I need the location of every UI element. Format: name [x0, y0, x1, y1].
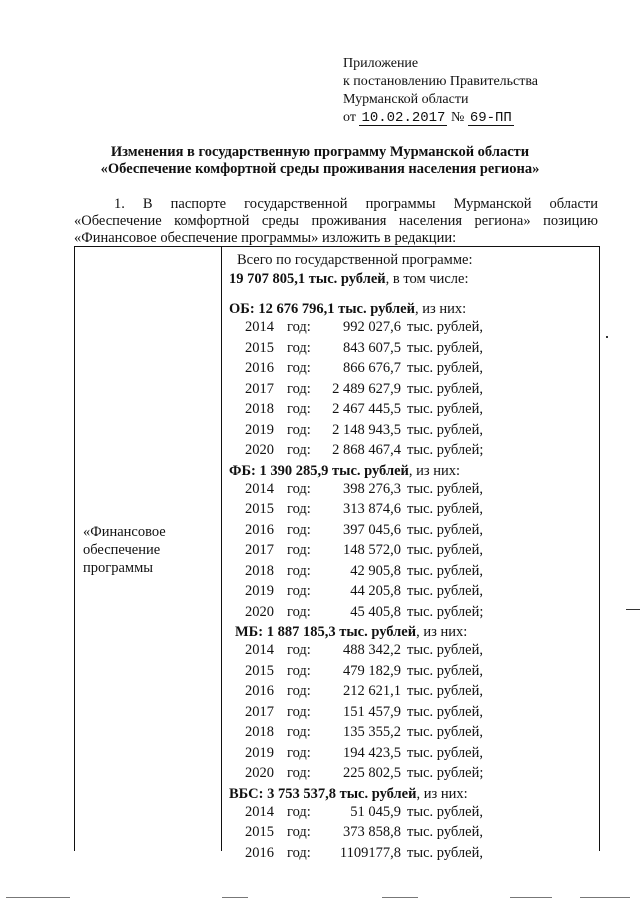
row-unit: тыс. рублей, — [407, 562, 483, 579]
row-year-word: год: — [287, 824, 311, 840]
section-suffix: , из них: — [416, 785, 468, 802]
row-year: 2017 — [245, 380, 274, 397]
funding-row — [75, 824, 599, 844]
scan-bottom-mark — [222, 897, 248, 898]
row-year-word: год: — [287, 401, 311, 417]
funding-row — [75, 765, 599, 785]
row-year: 2015 — [245, 824, 274, 840]
row-year: 2014 — [245, 642, 274, 658]
row-unit: тыс. рублей, — [407, 583, 483, 599]
row-amount: 135 355,2 — [343, 724, 401, 740]
total-amount: 19 707 805,1 тыс. рублей — [229, 271, 386, 287]
stamp-number: 69-ПП — [469, 110, 512, 126]
paragraph-word: комфортной — [174, 213, 250, 229]
section-total: МБ: 1 887 185,3 тыс. рублей — [235, 624, 417, 640]
funding-row — [75, 804, 599, 824]
row-amount: 148 572,0 — [343, 542, 401, 558]
funding-label-line: обеспечение — [83, 542, 161, 558]
scan-bottom-mark — [6, 897, 70, 898]
stamp-date: 10.02.2017 — [361, 110, 446, 126]
funding-label-line: программы — [83, 560, 153, 576]
row-amount: 212 621,1 — [343, 683, 401, 699]
row-amount: 51 045,9 — [350, 803, 401, 820]
intro-paragraph — [74, 196, 598, 247]
row-amount: 2 467 445,5 — [332, 401, 401, 417]
paragraph-word: среды — [261, 213, 299, 229]
total-suffix: , в том числе: — [385, 271, 469, 287]
row-unit: тыс. рублей, — [407, 703, 483, 720]
funding-row — [75, 663, 599, 683]
row-year: 2014 — [245, 480, 274, 497]
paragraph-word: позицию — [543, 213, 598, 229]
row-amount: 313 874,6 — [343, 501, 401, 517]
funding-row — [75, 481, 599, 501]
row-unit: тыс. рублей, — [407, 521, 483, 538]
row-year: 2018 — [245, 724, 274, 740]
stamp-line-date-number — [343, 109, 538, 127]
funding-row — [75, 583, 599, 603]
row-amount: 1109177,8 — [339, 844, 401, 861]
section-heading — [229, 786, 468, 803]
row-year: 2016 — [245, 844, 274, 861]
total-amount-line — [229, 271, 468, 288]
funding-row — [75, 604, 599, 624]
row-year: 2016 — [245, 360, 274, 376]
row-amount: 44 205,8 — [350, 583, 401, 599]
row-year-word: год: — [287, 480, 311, 497]
row-unit: тыс. рублей, — [407, 683, 483, 699]
row-year-word: год: — [287, 744, 311, 761]
row-amount: 398 276,3 — [343, 480, 401, 497]
row-year-word: год: — [287, 642, 311, 658]
row-year-word: год: — [287, 703, 311, 720]
row-amount: 2 489 627,9 — [332, 380, 401, 397]
row-year: 2020 — [245, 603, 274, 620]
funding-row — [75, 642, 599, 662]
section-total: ОБ: 12 676 796,1 тыс. рублей — [229, 301, 415, 317]
approval-stamp — [343, 55, 538, 127]
section-suffix: , из них: — [416, 624, 468, 640]
row-year-word: год: — [287, 765, 311, 781]
row-year: 2016 — [245, 683, 274, 699]
row-year-word: год: — [287, 844, 311, 861]
row-unit: тыс. рублей, — [407, 542, 483, 558]
funding-row — [75, 340, 599, 360]
paragraph-word: государственной — [244, 196, 348, 212]
paragraph-word: В — [142, 196, 153, 212]
row-year: 2017 — [245, 542, 274, 558]
row-year-word: год: — [287, 724, 311, 740]
total-intro: Всего по государственной программе: — [237, 252, 473, 268]
section-heading — [229, 463, 460, 480]
funding-row — [75, 542, 599, 562]
scan-dot — [606, 336, 608, 338]
funding-table — [74, 246, 600, 861]
row-unit: тыс. рублей; — [407, 765, 484, 781]
funding-row — [75, 704, 599, 724]
funding-row — [75, 724, 599, 744]
funding-row — [75, 563, 599, 583]
document-title — [0, 144, 640, 178]
paragraph-word: проживания — [311, 213, 387, 229]
funding-row — [75, 442, 599, 462]
row-unit: тыс. рублей, — [407, 744, 483, 761]
funding-row — [75, 319, 599, 339]
row-year: 2015 — [245, 339, 274, 356]
section-suffix: , из них: — [414, 301, 467, 317]
section-total: ФБ: 1 390 285,9 тыс. рублей — [229, 462, 409, 479]
row-year-word: год: — [287, 683, 311, 699]
paragraph-word: населения — [398, 213, 463, 229]
funding-row — [75, 845, 599, 865]
section-suffix: , из них: — [408, 462, 461, 479]
paragraph-word: паспорте — [170, 196, 227, 212]
funding-row — [75, 422, 599, 442]
funding-row — [75, 683, 599, 703]
row-unit: тыс. рублей, — [407, 724, 483, 740]
paragraph-line-2 — [74, 213, 598, 230]
row-unit: тыс. рублей, — [407, 319, 483, 335]
row-year-word: год: — [287, 583, 311, 599]
row-year-word: год: — [287, 501, 311, 517]
funding-row — [75, 522, 599, 542]
row-year: 2020 — [245, 765, 274, 781]
row-year: 2020 — [245, 442, 274, 458]
row-year: 2016 — [245, 521, 274, 538]
row-amount: 866 676,7 — [343, 360, 401, 376]
stamp-line-region: Мурманской области — [343, 92, 469, 107]
row-year: 2019 — [245, 744, 274, 761]
row-unit: тыс. рублей, — [407, 401, 483, 417]
paragraph-word: программы — [365, 196, 436, 212]
row-unit: тыс. рублей; — [407, 442, 484, 458]
paragraph-word: региона» — [474, 213, 531, 229]
stamp-line-appendix: Приложение — [343, 56, 419, 71]
paragraph-word: 1. — [114, 196, 125, 212]
funding-row — [75, 401, 599, 421]
row-year-word: год: — [287, 339, 311, 356]
row-year: 2017 — [245, 703, 274, 720]
funding-row — [75, 745, 599, 765]
row-year: 2014 — [245, 803, 274, 820]
row-year: 2015 — [245, 662, 274, 679]
row-year-word: год: — [287, 521, 311, 538]
row-year: 2018 — [245, 401, 274, 417]
stamp-line-resolution: к постановлению Правительства — [343, 74, 539, 89]
paragraph-word: Мурманской — [453, 196, 532, 212]
row-year: 2018 — [245, 562, 274, 579]
row-year-word: год: — [287, 360, 311, 376]
row-unit: тыс. рублей, — [407, 803, 483, 820]
row-amount: 194 423,5 — [343, 744, 401, 761]
section-heading — [229, 301, 466, 318]
row-unit: тыс. рублей, — [407, 380, 483, 397]
row-unit: тыс. рублей, — [407, 480, 483, 497]
row-amount: 479 182,9 — [343, 662, 401, 679]
row-year-word: год: — [287, 442, 311, 458]
paragraph-line-3: «Финансовое обеспечение программы» изложить в редакции: — [74, 230, 457, 246]
row-year: 2019 — [245, 583, 274, 599]
section-heading — [235, 624, 467, 641]
row-unit: тыс. рублей, — [407, 501, 483, 517]
row-year-word: год: — [287, 542, 311, 558]
row-unit: тыс. рублей, — [407, 360, 483, 376]
funding-row — [75, 360, 599, 380]
row-unit: тыс. рублей, — [407, 339, 483, 356]
row-year: 2015 — [245, 501, 274, 517]
row-year-word: год: — [287, 562, 311, 579]
row-amount: 151 457,9 — [343, 703, 401, 720]
row-unit: тыс. рублей, — [407, 421, 483, 438]
row-amount: 397 045,6 — [343, 521, 401, 538]
scan-bottom-mark — [382, 897, 418, 898]
scan-bottom-mark — [510, 897, 552, 898]
row-year-word: год: — [287, 662, 311, 679]
section-total: ВБС: 3 753 537,8 тыс. рублей — [229, 785, 417, 802]
row-amount: 2 868 467,4 — [332, 442, 401, 458]
row-year: 2019 — [245, 421, 274, 438]
title-line-2: «Обеспечение комфортной среды проживания населения региона» — [100, 161, 540, 177]
scan-edge-mark — [626, 609, 640, 610]
row-unit: тыс. рублей, — [407, 844, 483, 861]
row-unit: тыс. рублей, — [407, 642, 483, 658]
funding-label-line: «Финансовое — [83, 524, 166, 540]
row-amount: 488 342,2 — [343, 642, 401, 658]
paragraph-word: «Обеспечение — [74, 213, 162, 229]
row-amount: 42 905,8 — [350, 562, 401, 579]
stamp-number-label: № — [450, 110, 465, 125]
row-unit: тыс. рублей; — [407, 603, 484, 620]
row-year-word: год: — [287, 380, 311, 397]
paragraph-word: области — [549, 196, 598, 212]
row-year-word: год: — [287, 603, 311, 620]
row-amount: 373 858,8 — [343, 824, 401, 840]
row-unit: тыс. рублей, — [407, 662, 483, 679]
row-year-word: год: — [287, 421, 311, 438]
row-year: 2014 — [245, 319, 274, 335]
row-year-word: год: — [287, 319, 311, 335]
funding-row — [75, 381, 599, 401]
row-amount: 2 148 943,5 — [332, 421, 401, 438]
row-unit: тыс. рублей, — [407, 824, 483, 840]
scan-bottom-mark — [580, 897, 630, 898]
row-amount: 225 802,5 — [343, 765, 401, 781]
row-amount: 45 405,8 — [350, 603, 401, 620]
paragraph-line-1 — [74, 196, 598, 213]
row-amount: 992 027,6 — [343, 319, 401, 335]
title-line-1: Изменения в государственную программу Мурманской области — [110, 144, 530, 160]
stamp-from-label: от — [343, 110, 356, 125]
row-amount: 843 607,5 — [343, 339, 401, 356]
funding-row — [75, 501, 599, 521]
row-year-word: год: — [287, 803, 311, 820]
